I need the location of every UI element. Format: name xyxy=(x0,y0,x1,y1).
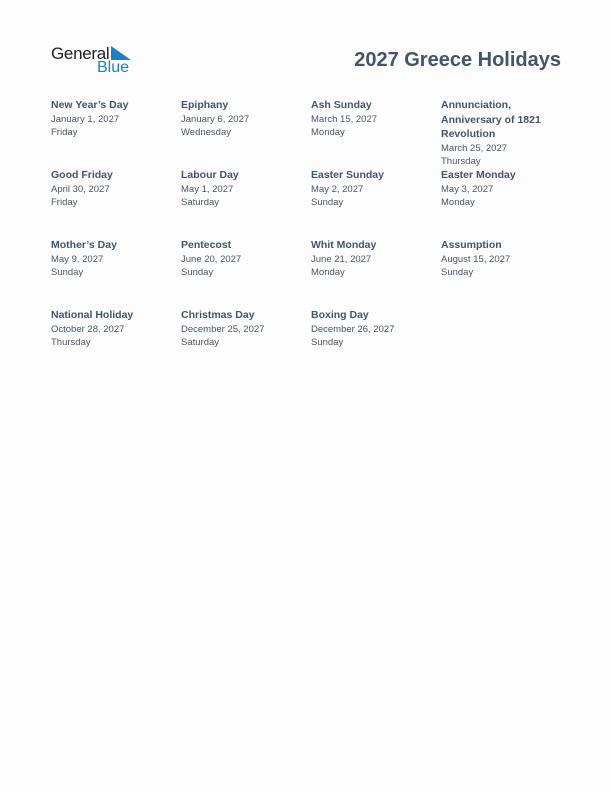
holiday-date: May 3, 2027 xyxy=(441,183,494,195)
holiday-name: New Year’s Day xyxy=(51,99,129,111)
holiday-date: January 6, 2027 xyxy=(181,113,250,125)
holiday-weekday: Monday xyxy=(441,197,475,208)
logo-general-text: General xyxy=(51,44,110,63)
holiday-entry xyxy=(51,168,176,210)
holiday-entry xyxy=(311,308,436,350)
holiday-name: National Holiday xyxy=(51,309,134,321)
holiday-name: Easter Monday xyxy=(441,169,516,181)
holiday-name: Epiphany xyxy=(181,99,229,111)
holiday-entry xyxy=(181,98,306,140)
holiday-weekday: Sunday xyxy=(311,197,344,208)
logo-flag-icon xyxy=(111,46,131,60)
holiday-weekday: Saturday xyxy=(181,337,220,348)
holiday-name: Pentecost xyxy=(181,239,232,251)
holiday-date: October 28, 2027 xyxy=(51,323,125,335)
holiday-entry xyxy=(441,98,561,169)
holiday-name: Labour Day xyxy=(181,169,239,181)
holiday-date: March 25, 2027 xyxy=(441,142,508,154)
holiday-name: Assumption xyxy=(441,239,502,251)
holiday-entry xyxy=(51,238,176,280)
holiday-entry xyxy=(311,238,436,280)
holiday-entry xyxy=(441,238,561,280)
holiday-weekday: Monday xyxy=(311,127,345,138)
holiday-entry xyxy=(51,308,176,350)
holiday-weekday: Monday xyxy=(311,267,345,278)
holiday-date: August 15, 2027 xyxy=(441,253,511,265)
holiday-date: April 30, 2027 xyxy=(51,183,110,195)
holiday-name: Christmas Day xyxy=(181,309,255,321)
holiday-date: March 15, 2027 xyxy=(311,113,378,125)
holiday-entry xyxy=(181,168,306,210)
holiday-date: December 26, 2027 xyxy=(311,323,395,335)
holiday-entry xyxy=(181,238,306,280)
holiday-date: December 25, 2027 xyxy=(181,323,265,335)
holiday-date: May 9, 2027 xyxy=(51,253,104,265)
holiday-name: Boxing Day xyxy=(311,309,369,321)
holiday-name: Ash Sunday xyxy=(311,99,372,111)
holiday-name: Whit Monday xyxy=(311,239,377,251)
holiday-weekday: Sunday xyxy=(51,267,84,278)
holiday-name: Easter Sunday xyxy=(311,169,384,181)
holiday-entry xyxy=(181,308,306,350)
holiday-date: May 2, 2027 xyxy=(311,183,364,195)
holiday-name: Annunciation, Anniversary of 1821 Revolution xyxy=(441,99,541,140)
holiday-name: Good Friday xyxy=(51,169,113,181)
holiday-weekday: Thursday xyxy=(51,337,91,348)
holiday-weekday: Sunday xyxy=(311,337,344,348)
holiday-weekday: Friday xyxy=(51,127,78,138)
logo-blue-text: Blue xyxy=(97,59,130,76)
holiday-date: June 20, 2027 xyxy=(181,253,242,265)
holiday-entry xyxy=(441,168,561,210)
holiday-weekday: Friday xyxy=(51,197,78,208)
holiday-name: Mother’s Day xyxy=(51,239,117,251)
holiday-weekday: Saturday xyxy=(181,197,220,208)
holiday-entry xyxy=(51,98,176,140)
holiday-weekday: Sunday xyxy=(181,267,214,278)
holiday-weekday: Thursday xyxy=(441,156,481,167)
holiday-weekday: Sunday xyxy=(441,267,474,278)
holiday-entry xyxy=(311,168,436,210)
page-title: 2027 Greece Holidays xyxy=(354,49,561,71)
holiday-date: May 1, 2027 xyxy=(181,183,234,195)
holiday-date: June 21, 2027 xyxy=(311,253,372,265)
holiday-weekday: Wednesday xyxy=(181,127,231,138)
holiday-entry xyxy=(311,98,436,140)
generalblue-logo xyxy=(51,44,135,78)
holiday-date: January 1, 2027 xyxy=(51,113,120,125)
